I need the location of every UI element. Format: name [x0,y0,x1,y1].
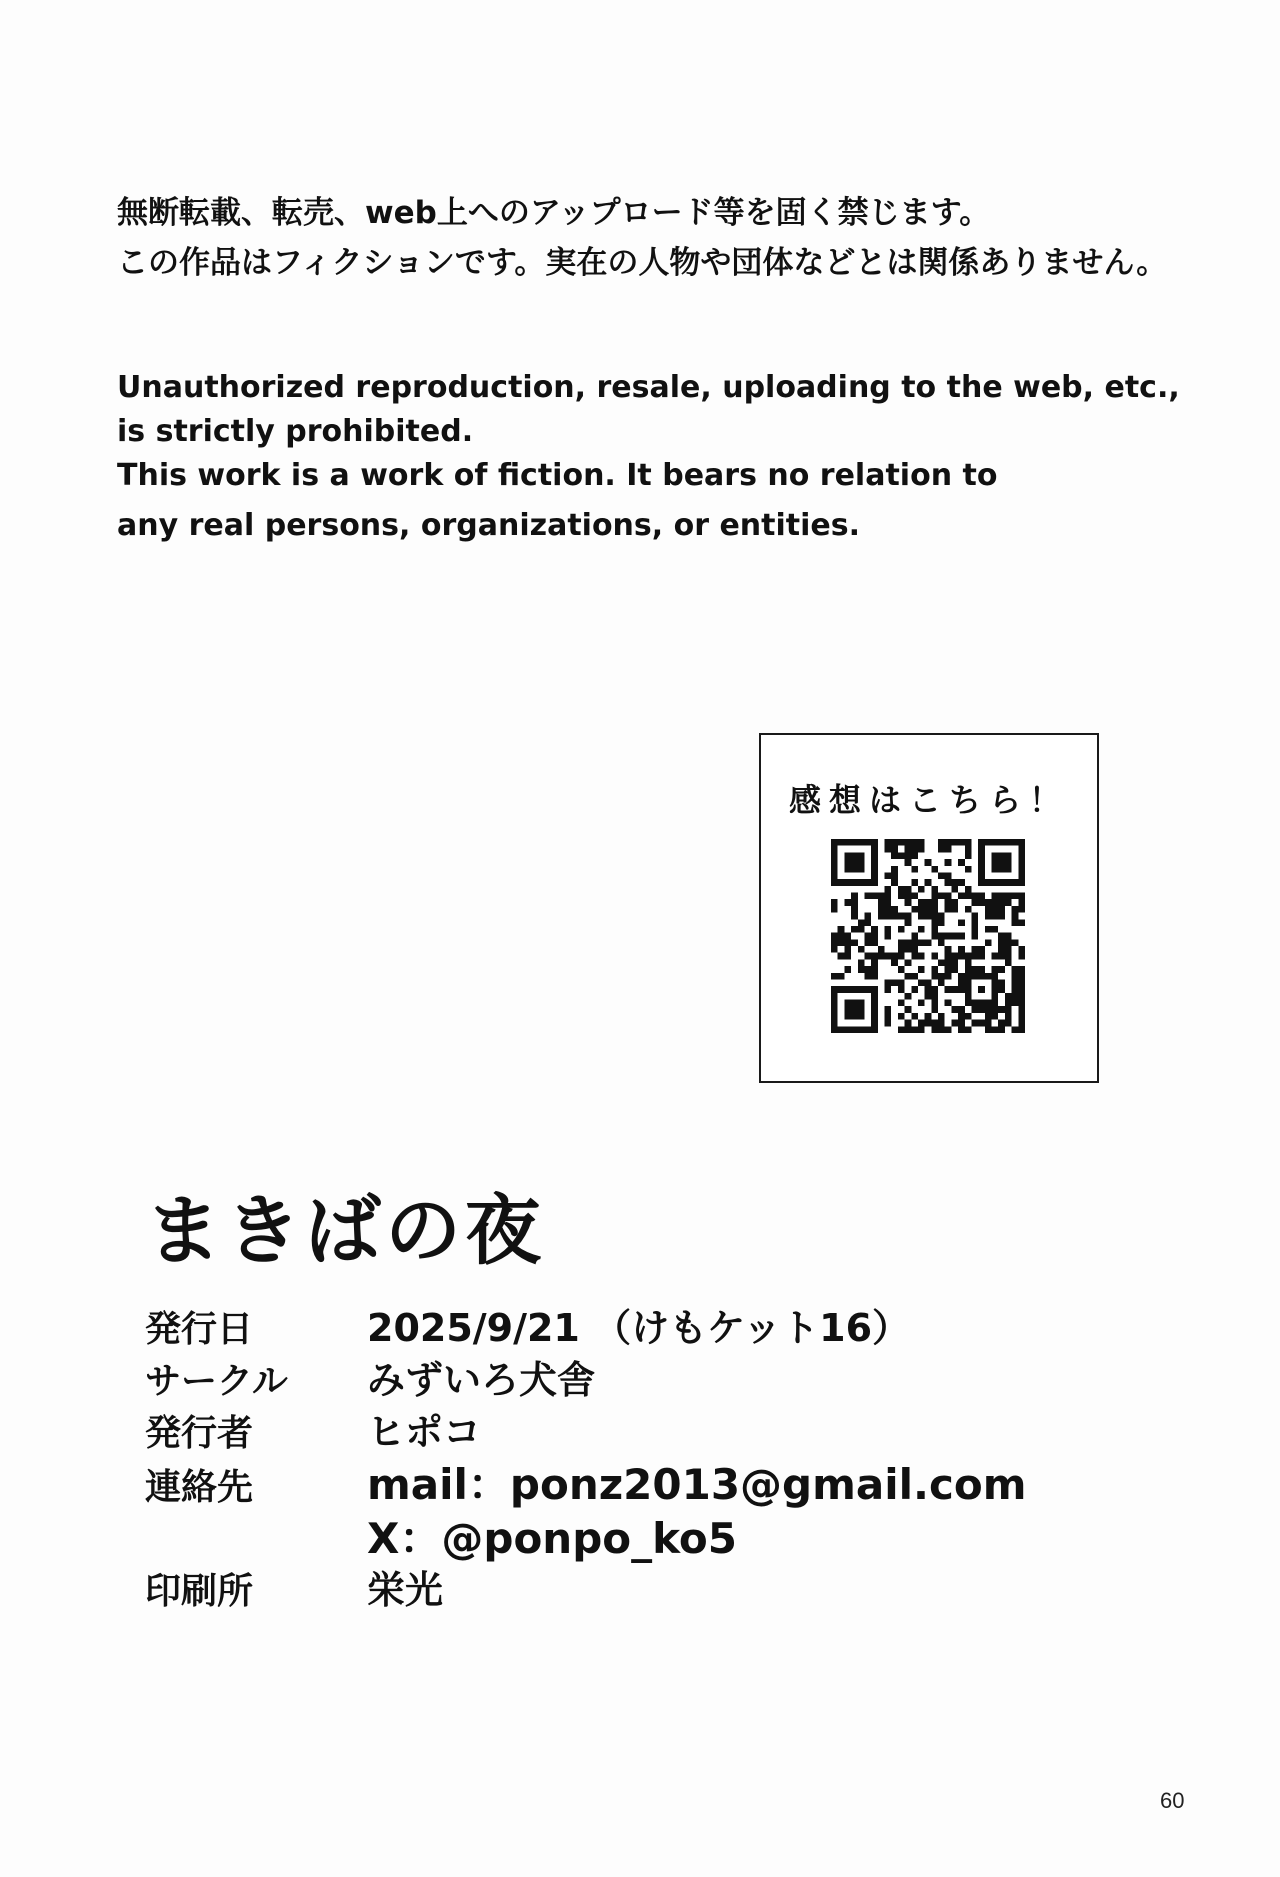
publisher-row [145,1407,1045,1459]
notice-en-line-1: Unauthorized reproduction, resale, uploading to the web, etc., [117,370,1180,405]
notice-jp-line-2: この作品はフィクションです。実在の人物や団体などとは関係ありません。 [117,245,1168,281]
issue-date-row [145,1303,1045,1355]
contact-x: X：@ponpo_ko5 [367,1514,738,1563]
qr-code-icon[interactable] [831,839,1025,1033]
contact-label: 連絡先 [145,1467,254,1508]
copyright-notice-english [117,366,1180,548]
publisher-label: 発行者 [145,1413,254,1454]
notice-jp-line-1: 無断転載、転売、web上へのアップロード等を固く禁じます。 [117,195,991,231]
colophon-details [145,1303,1045,1617]
issue-date-value: 2025/9/21 （けもケット16） [367,1306,911,1350]
qr-caption: 感想はこちら！ [788,781,1069,819]
circle-label: サークル [145,1361,288,1402]
circle-row [145,1355,1045,1407]
printer-row [145,1565,1045,1617]
printer-label: 印刷所 [145,1571,254,1612]
contact-x-row [145,1513,1045,1565]
printer-value: 栄光 [367,1568,444,1612]
publisher-value: ヒポコ [367,1410,482,1454]
notice-en-line-3: This work is a work of fiction. It bears no relation to [117,458,998,493]
notice-en-line-2: is strictly prohibited. [117,414,474,449]
circle-value: みずいろ犬舎 [367,1358,596,1402]
feedback-qr-box [759,733,1099,1083]
notice-en-line-4: any real persons, organizations, or entities. [117,508,861,543]
book-title: まきばの夜 [145,1186,545,1275]
page-number: 60 [1160,1788,1185,1813]
issue-date-label: 発行日 [145,1309,254,1350]
contact-row [145,1459,1045,1513]
copyright-notice-japanese [117,188,1167,288]
contact-mail: mail：ponz2013@gmail.com [367,1460,1027,1509]
